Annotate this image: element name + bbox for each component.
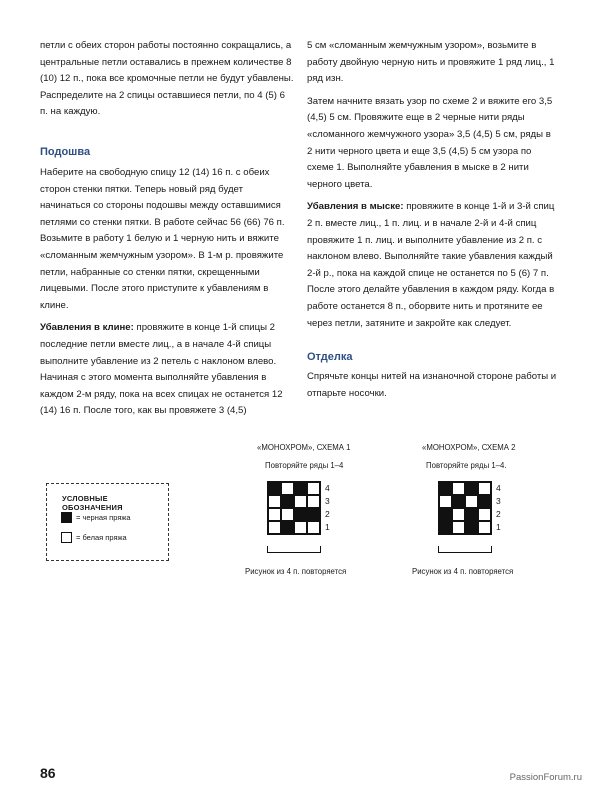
- label-gusset-decrease: Убавления в клине:: [40, 322, 134, 334]
- white-swatch-icon: [61, 532, 72, 543]
- white-cell: [465, 495, 478, 508]
- black-cell: [452, 495, 465, 508]
- white-cell: [281, 482, 294, 495]
- scheme-2-row-numbers: [496, 482, 501, 534]
- white-cell: [439, 495, 452, 508]
- scheme-2-grid: [438, 481, 492, 535]
- paragraph-finishing: Спрячьте концы нитей на изнаночной стороне работы и отпарьте носочки.: [307, 371, 557, 399]
- legend-row-white: [61, 532, 127, 543]
- black-cell: [294, 482, 307, 495]
- legend-box: [46, 483, 169, 561]
- white-cell: [268, 495, 281, 508]
- paragraph-sole: Наберите на свободную спицу 12 (14) 16 п. с обеих сторон стенки пятки. Теперь новый ряд будет начинаться со стороны подошвы между оставшимися петлями со стенки пятки. В работе сейчас 56 (66) 76 п. Возьмите в работу 1 белую и 1 черную нить и вяжите «сломанным жемчужным узором». В 1-м р. провяжите петли, набранные со стенки пятки, скрещенными лицевыми. После этого приступите к убавлениям в клине.: [40, 167, 285, 311]
- watermark: PassionForum.ru: [509, 772, 582, 783]
- text-gusset-decrease: провяжите в конце 1-й спицы 2 последние петли вместе лиц., а в начале 4-й спицы выполните убавление из 2 петель с наклоном влево. Начиная с этого момента выполняйте убавления в каждом 2-м ряду, пока на всех спицах не останется 12 (14) 16 п. После того, как вы провяжете 3 (4,5): [40, 322, 283, 417]
- black-swatch-icon: [61, 512, 72, 523]
- white-cell: [268, 521, 281, 534]
- white-cell: [478, 508, 491, 521]
- paragraph-black-yarn: 5 см «сломанным жемчужным узором», возьмите в работу двойную черную нить и провяжите 1 ряд лиц., 1 ряд изн.: [307, 40, 555, 85]
- row-number: 4: [496, 483, 501, 493]
- legend-white-label: = белая пряжа: [76, 533, 127, 542]
- white-cell: [281, 508, 294, 521]
- row-number: 1: [325, 522, 330, 532]
- white-cell: [294, 495, 307, 508]
- row-number: 3: [325, 496, 330, 506]
- white-cell: [268, 508, 281, 521]
- right-column: [307, 38, 557, 338]
- row-number: 2: [325, 509, 330, 519]
- scheme-1-caption: Рисунок из 4 п. повторяется: [245, 567, 347, 576]
- white-cell: [307, 495, 320, 508]
- black-cell: [439, 482, 452, 495]
- black-cell: [294, 508, 307, 521]
- paragraph-gusset-decrease: [40, 320, 294, 420]
- legend-title: УСЛОВНЫЕ ОБОЗНАЧЕНИЯ: [62, 494, 123, 512]
- legend-black-label: = черная пряжа: [76, 513, 131, 522]
- left-column-sole: [40, 165, 294, 426]
- white-cell: [307, 482, 320, 495]
- white-cell: [307, 521, 320, 534]
- black-cell: [268, 482, 281, 495]
- white-cell: [478, 521, 491, 534]
- scheme-1-row-numbers: [325, 482, 330, 534]
- row-number: 2: [496, 509, 501, 519]
- legend-row-black: [61, 512, 131, 523]
- paragraph-scheme-order: Затем начните вязать узор по схеме 2 и вяжите его 3,5 (4,5) 5 см. Провяжите еще в 2 черные нити ряды «сломанного жемчужного узора» 3,5 (4,5) 5 см, ряды в 2 нити черного цвета и еще 3,5 (4,5) 5 см узора по схеме 1. Выполняйте убавления в мыске в 2 нити черного цвета.: [307, 95, 553, 190]
- left-column: [40, 38, 294, 127]
- black-cell: [465, 521, 478, 534]
- white-cell: [452, 508, 465, 521]
- scheme-2-caption: Рисунок из 4 п. повторяется: [412, 567, 514, 576]
- right-column-finishing: [307, 369, 557, 408]
- row-number: 3: [496, 496, 501, 506]
- black-cell: [465, 482, 478, 495]
- black-cell: [478, 495, 491, 508]
- scheme-2-subtitle: Повторяйте ряды 1–4.: [426, 461, 507, 470]
- heading-finishing: Отделка: [307, 351, 353, 363]
- label-toe-decrease: Убавления в мыске:: [307, 201, 404, 213]
- page-number: 86: [40, 765, 56, 781]
- paragraph-decrease-continuation: петли с обеих сторон работы постоянно сокращались, а центральные петли оставались в прежнем количестве 8 (10) 12 п., пока все кромочные петли не будут убавлены. Распределите на 2 спицы оставшиеся петли, по 4 (5) 6 п. на каждую.: [40, 40, 294, 118]
- black-cell: [307, 508, 320, 521]
- white-cell: [452, 482, 465, 495]
- heading-sole: Подошва: [40, 146, 91, 158]
- white-cell: [478, 482, 491, 495]
- black-cell: [465, 508, 478, 521]
- white-cell: [294, 521, 307, 534]
- black-cell: [439, 521, 452, 534]
- row-number: 1: [496, 522, 501, 532]
- scheme-2-title: «МОНОХРОМ», СХЕМА 2: [422, 443, 516, 452]
- white-cell: [452, 521, 465, 534]
- repeat-bracket: [267, 546, 321, 553]
- text-toe-decrease: провяжите в конце 1-й и 3-й спиц 2 п. вместе лиц., 1 п. лиц. и в начале 2-й и 4-й спиц провяжите 1 п. лиц. и выполните убавление из 2 п. с наклоном влево. Выполняйте такие убавления каждый 2-й р., пока на каждой спице не останется по 5 (6) 7 п. После этого делайте убавления в каждом ряду. Когда в работе останется 8 п., оборвите нить и протяните ее через петли, затяните и закройте как следует.: [307, 201, 555, 329]
- scheme-1-grid: [267, 481, 321, 535]
- black-cell: [281, 521, 294, 534]
- repeat-bracket: [438, 546, 492, 553]
- scheme-1-title: «МОНОХРОМ», СХЕМА 1: [257, 443, 351, 452]
- scheme-1-subtitle: Повторяйте ряды 1–4: [265, 461, 344, 470]
- paragraph-toe-decrease: [307, 199, 557, 332]
- black-cell: [439, 508, 452, 521]
- black-cell: [281, 495, 294, 508]
- row-number: 4: [325, 483, 330, 493]
